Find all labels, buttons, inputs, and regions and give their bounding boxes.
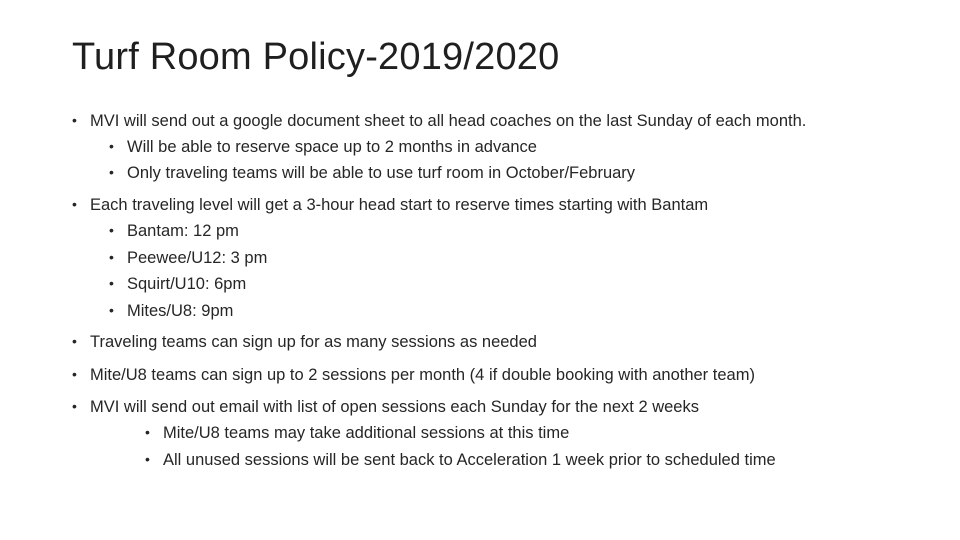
bullet-item <box>72 397 699 417</box>
bullet-text: Mite/U8 teams may take additional sessions at this time <box>163 424 570 442</box>
bullet-icon: • <box>72 112 77 128</box>
bullet-icon: • <box>109 164 114 180</box>
bullet-text: Only traveling teams will be able to use turf room in October/February <box>127 164 636 182</box>
bullet-text: Bantam: 12 pm <box>127 222 239 240</box>
bullet-text: Squirt/U10: 6pm <box>127 275 247 293</box>
bullet-icon: • <box>109 138 114 154</box>
bullet-icon: • <box>72 333 77 349</box>
bullet-text: MVI will send out email with list of open sessions each Sunday for the next 2 weeks <box>90 398 699 416</box>
bullet-icon: • <box>109 275 114 291</box>
bullet-text: Mite/U8 teams can sign up to 2 sessions per month (4 if double booking with another team) <box>90 366 755 384</box>
bullet-icon: • <box>72 196 77 212</box>
bullet-icon: • <box>109 302 114 318</box>
sub-bullet-item <box>109 221 239 241</box>
sub-bullet-item <box>109 301 233 321</box>
bullet-icon: • <box>72 366 77 382</box>
bullet-text: Peewee/U12: 3 pm <box>127 249 268 267</box>
sub-sub-bullet-item <box>145 450 776 470</box>
sub-bullet-item <box>109 248 267 268</box>
bullet-icon: • <box>145 451 150 467</box>
bullet-text: MVI will send out a google document sheet to all head coaches on the last Sunday of each month. <box>90 112 807 130</box>
bullet-icon: • <box>72 398 77 414</box>
slide-title: Turf Room Policy-2019/2020 <box>72 36 560 78</box>
bullet-icon: • <box>109 222 114 238</box>
bullet-item <box>72 195 708 215</box>
sub-bullet-item <box>109 137 537 157</box>
bullet-item <box>72 332 537 352</box>
bullet-item <box>72 111 806 131</box>
bullet-icon: • <box>145 424 150 440</box>
sub-sub-bullet-item <box>145 423 569 443</box>
bullet-icon: • <box>109 249 114 265</box>
sub-bullet-item <box>109 274 246 294</box>
bullet-text: Will be able to reserve space up to 2 months in advance <box>127 138 537 156</box>
bullet-item <box>72 365 755 385</box>
bullet-text: Each traveling level will get a 3-hour head start to reserve times starting with Bantam <box>90 196 709 214</box>
bullet-text: Traveling teams can sign up for as many sessions as needed <box>90 333 537 351</box>
bullet-text: All unused sessions will be sent back to Acceleration 1 week prior to scheduled time <box>163 451 776 469</box>
bullet-text: Mites/U8: 9pm <box>127 302 234 320</box>
sub-bullet-item <box>109 163 635 183</box>
